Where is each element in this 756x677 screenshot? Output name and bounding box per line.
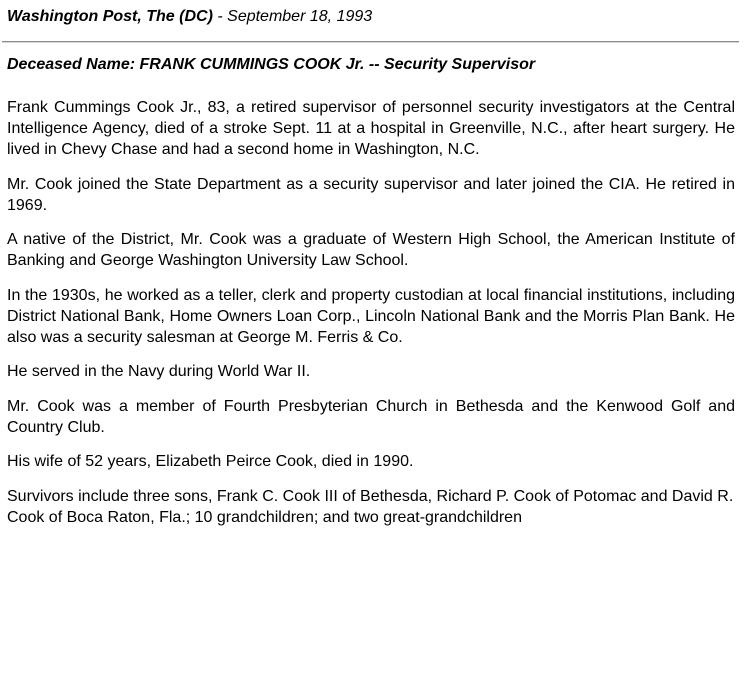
article-paragraph: Survivors include three sons, Frank C. Cook III of Bethesda, Richard P. Cook of Potomac and David R. Cook of Boca Raton, Fla.; 10 grandchildren; and two great-grandchildren: [7, 487, 734, 526]
article-paragraph: He served in the Navy during World War II.: [7, 363, 311, 380]
header-divider: [2, 41, 739, 43]
article-paragraph: Frank Cummings Cook Jr., 83, a retired supervisor of personnel security investigators at the Central Intelligence Agency, died of a stroke Sept. 11 at a hospital in Greenville, N.C., after heart surgery. He lived in Chevy Chase and had a second home in Washington, N.C.: [7, 99, 735, 158]
article-header: [7, 6, 742, 28]
article-paragraph: A native of the District, Mr. Cook was a graduate of Western High School, the American Institute of Banking and George Washington University Law School.: [7, 231, 735, 269]
article-paragraph: Mr. Cook was a member of Fourth Presbyterian Church in Bethesda and the Kenwood Golf and Country Club.: [7, 397, 735, 436]
article-paragraph: His wife of 52 years, Elizabeth Peirce Cook, died in 1990.: [7, 453, 414, 470]
deceased-name-line: Deceased Name: FRANK CUMMINGS COOK Jr. -- Security Supervisor: [7, 56, 536, 73]
article-paragraph: In the 1930s, he worked as a teller, clerk and property custodian at local financial institutions, including District National Bank, Home Owners Loan Corp., Lincoln National Bank and the Morris Plan Bank. He also was a security salesman at George M. Ferris & Co.: [7, 286, 735, 346]
article-paragraph: Mr. Cook joined the State Department as a security supervisor and later joined the CIA. He retired in 1969.: [7, 175, 735, 214]
publication-name: Washington Post, The (DC): [7, 8, 213, 25]
article-body: [7, 97, 735, 541]
header-separator: -: [212, 8, 228, 25]
publication-date: September 18, 1993: [227, 8, 373, 25]
